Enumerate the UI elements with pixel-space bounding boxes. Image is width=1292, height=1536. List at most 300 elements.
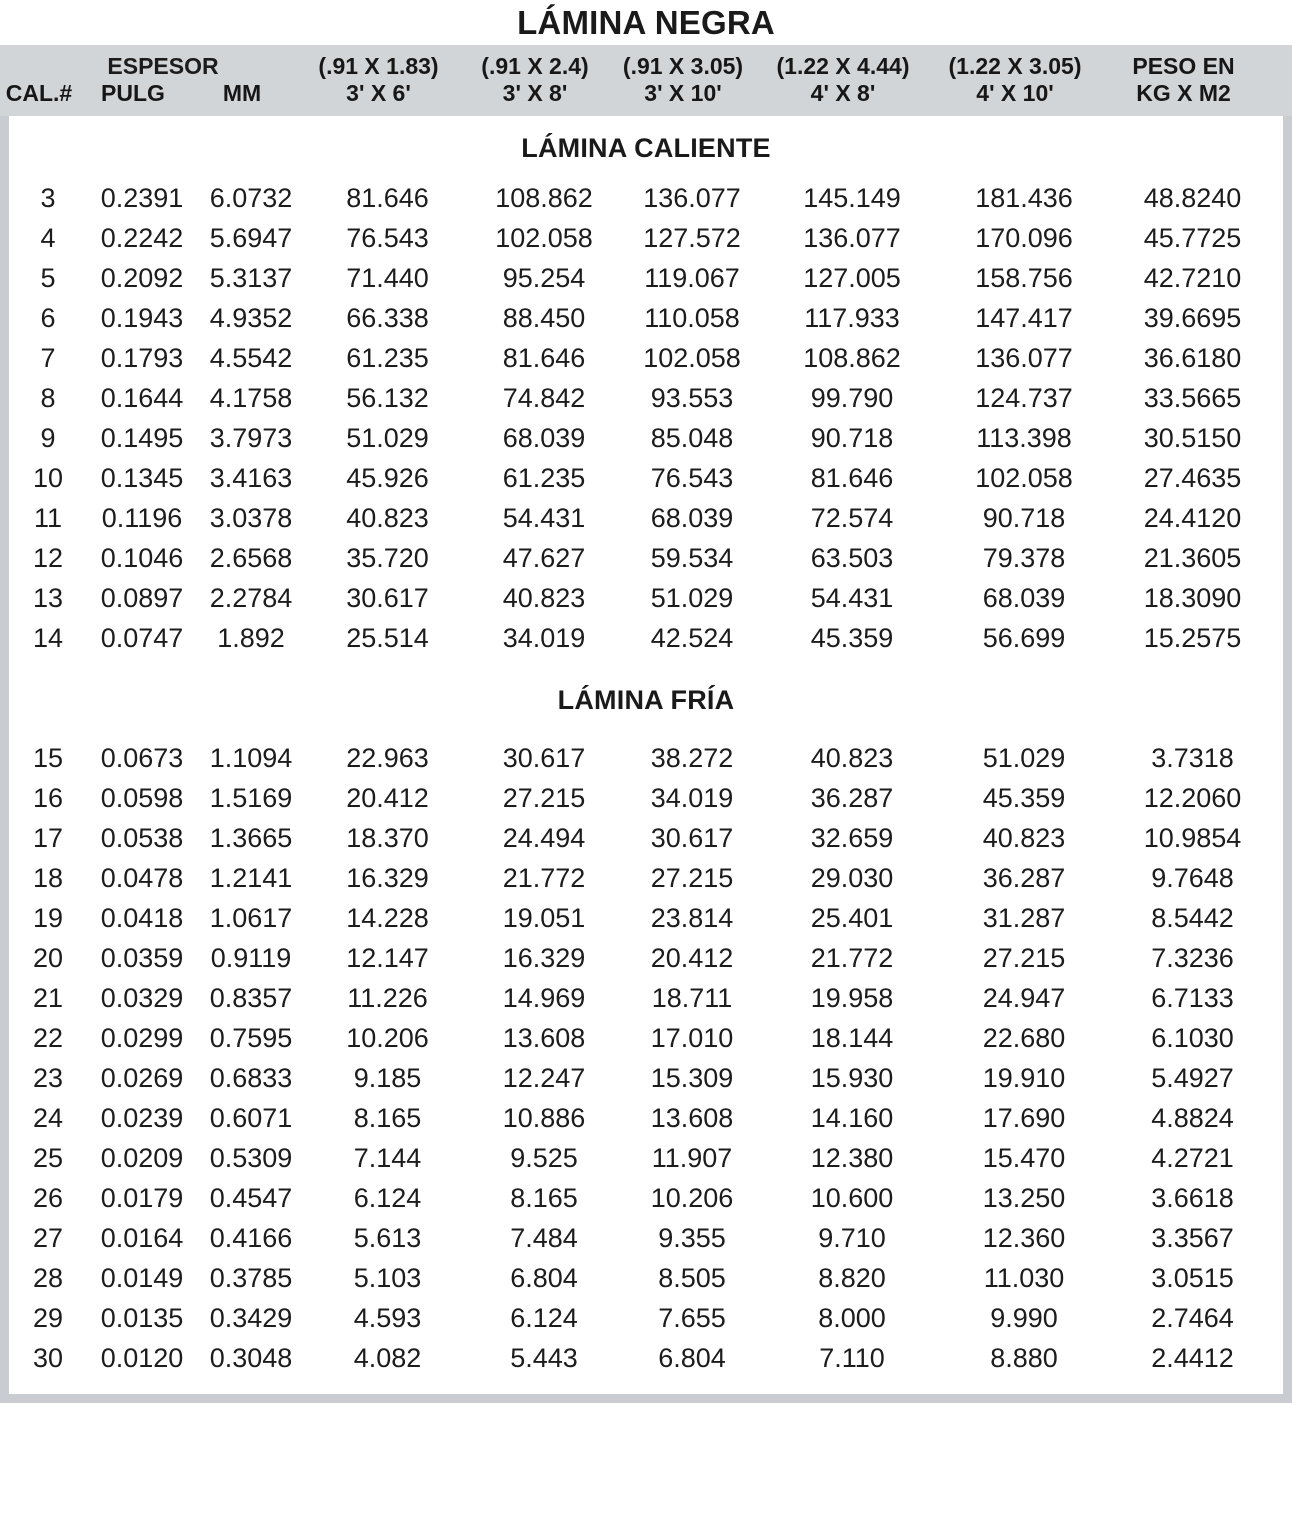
cell-size-4x8: 81.646 — [810, 462, 894, 493]
table-row — [9, 738, 1283, 778]
header-top-size-3x6: (.91 X 1.83) — [318, 53, 439, 79]
cell-pulg: 0.1495 — [100, 422, 184, 453]
table-row — [9, 338, 1283, 378]
cell-size-3x8: 102.058 — [495, 222, 593, 253]
header-col-3x10: 3' X 10' — [644, 79, 722, 106]
table-row — [9, 258, 1283, 298]
cell-size-4x10: 68.039 — [982, 582, 1066, 613]
cell-size-3x8: 108.862 — [495, 182, 593, 213]
cell-size-4x10: 27.215 — [982, 942, 1066, 973]
cell-mm: 0.7595 — [209, 1022, 293, 1053]
cell-mm: 0.6833 — [209, 1062, 293, 1093]
cell-size-3x10: 136.077 — [643, 182, 741, 213]
cell-size-3x8: 34.019 — [502, 622, 586, 653]
cell-pulg: 0.0164 — [100, 1222, 184, 1253]
cell-cal: 27 — [32, 1222, 64, 1253]
cell-peso: 45.7725 — [1143, 222, 1242, 253]
header-top-peso: PESO EN — [1132, 53, 1235, 79]
cell-size-3x8: 21.772 — [502, 862, 586, 893]
cell-mm: 6.0732 — [209, 182, 293, 213]
table-row — [9, 1338, 1283, 1378]
table-row — [9, 978, 1283, 1018]
cell-size-3x10: 10.206 — [650, 1182, 734, 1213]
cell-peso: 21.3605 — [1143, 542, 1242, 573]
cell-size-3x8: 19.051 — [502, 902, 586, 933]
cell-peso: 3.7318 — [1151, 742, 1234, 773]
cell-size-3x6: 76.543 — [346, 222, 429, 253]
cell-pulg: 0.1793 — [100, 342, 184, 373]
cell-size-4x10: 19.910 — [982, 1062, 1066, 1093]
cell-mm: 0.3048 — [209, 1342, 293, 1373]
cell-size-3x8: 95.254 — [502, 262, 586, 293]
cell-size-4x8: 8.820 — [818, 1262, 886, 1293]
table-row — [9, 578, 1283, 618]
cell-size-3x10: 127.572 — [643, 222, 741, 253]
cell-mm: 0.6071 — [209, 1102, 293, 1133]
cell-size-3x10: 9.355 — [658, 1222, 726, 1253]
table-row — [9, 938, 1283, 978]
cell-size-3x10: 27.215 — [650, 862, 734, 893]
cell-size-3x10: 102.058 — [643, 342, 741, 373]
cell-size-4x10: 181.436 — [975, 182, 1073, 213]
cell-peso: 6.7133 — [1151, 982, 1234, 1013]
cell-peso: 39.6695 — [1143, 302, 1242, 333]
cell-size-4x8: 7.110 — [819, 1342, 885, 1373]
cell-peso: 3.3567 — [1151, 1222, 1234, 1253]
cell-pulg: 0.0239 — [100, 1102, 184, 1133]
cell-size-3x6: 61.235 — [346, 342, 429, 373]
data-rows-caliente — [9, 178, 1283, 658]
cell-mm: 0.4547 — [209, 1182, 293, 1213]
cell-size-3x6: 8.165 — [353, 1102, 422, 1133]
cell-cal: 24 — [32, 1102, 64, 1133]
cell-size-4x8: 99.790 — [810, 382, 894, 413]
table-row — [9, 538, 1283, 578]
cell-size-3x10: 76.543 — [650, 462, 734, 493]
cell-size-4x10: 31.287 — [982, 902, 1066, 933]
cell-pulg: 0.0418 — [100, 902, 184, 933]
cell-size-4x10: 56.699 — [982, 622, 1066, 653]
table-row — [9, 1138, 1283, 1178]
cell-size-3x6: 6.124 — [353, 1182, 422, 1213]
table-row — [9, 458, 1283, 498]
cell-size-3x10: 7.655 — [658, 1302, 726, 1333]
table-row — [9, 418, 1283, 458]
table-row — [9, 1018, 1283, 1058]
cell-cal: 30 — [32, 1342, 64, 1373]
cell-pulg: 0.0598 — [100, 782, 184, 813]
cell-pulg: 0.0120 — [100, 1342, 184, 1373]
cell-cal: 21 — [32, 982, 64, 1013]
cell-size-3x6: 18.370 — [346, 822, 429, 853]
cell-size-3x6: 14.228 — [346, 902, 429, 933]
cell-mm: 1.2141 — [209, 862, 293, 893]
cell-size-4x10: 12.360 — [982, 1222, 1066, 1253]
cell-peso: 3.6618 — [1151, 1182, 1234, 1213]
cell-cal: 23 — [32, 1062, 64, 1093]
cell-peso: 27.4635 — [1143, 462, 1242, 493]
cell-pulg: 0.0149 — [100, 1262, 184, 1293]
cell-size-4x10: 102.058 — [975, 462, 1073, 493]
cell-cal: 20 — [32, 942, 64, 973]
cell-size-3x10: 15.309 — [650, 1062, 734, 1093]
cell-size-3x10: 34.019 — [650, 782, 734, 813]
table-row — [9, 498, 1283, 538]
cell-pulg: 0.0538 — [100, 822, 184, 853]
cell-size-4x10: 17.690 — [982, 1102, 1066, 1133]
cell-size-4x10: 113.398 — [976, 422, 1072, 453]
cell-size-4x8: 36.287 — [810, 782, 894, 813]
cell-size-4x10: 170.096 — [975, 222, 1073, 253]
cell-size-4x8: 145.149 — [803, 182, 901, 213]
cell-size-4x10: 136.077 — [975, 342, 1073, 373]
cell-size-4x8: 63.503 — [810, 542, 894, 573]
cell-cal: 28 — [32, 1262, 64, 1293]
cell-cal: 19 — [32, 902, 64, 933]
cell-size-3x10: 85.048 — [650, 422, 734, 453]
cell-size-4x8: 45.359 — [810, 622, 894, 653]
cell-size-3x8: 47.627 — [502, 542, 586, 573]
cell-pulg: 0.0299 — [100, 1022, 184, 1053]
cell-mm: 5.6947 — [209, 222, 293, 253]
cell-size-3x6: 51.029 — [346, 422, 429, 453]
cell-size-3x10: 17.010 — [650, 1022, 734, 1053]
cell-cal: 17 — [32, 822, 64, 853]
cell-size-4x8: 21.772 — [810, 942, 894, 973]
cell-size-3x8: 24.494 — [502, 822, 586, 853]
table-row — [9, 298, 1283, 338]
cell-mm: 1.0617 — [209, 902, 293, 933]
cell-size-4x10: 79.378 — [982, 542, 1066, 573]
cell-cal: 25 — [32, 1142, 64, 1173]
cell-cal: 8 — [40, 382, 56, 413]
cell-mm: 1.892 — [217, 622, 285, 653]
header-top-size-4x8: (1.22 X 4.44) — [776, 53, 910, 79]
cell-mm: 0.3429 — [209, 1302, 293, 1333]
cell-pulg: 0.0478 — [100, 862, 184, 893]
cell-mm: 4.9352 — [209, 302, 293, 333]
header-col-3x6: 3' X 6' — [346, 79, 411, 106]
cell-size-3x8: 74.842 — [502, 382, 586, 413]
cell-cal: 5 — [40, 262, 56, 293]
cell-size-3x8: 61.235 — [502, 462, 586, 493]
cell-size-3x8: 68.039 — [502, 422, 586, 453]
cell-size-3x8: 13.608 — [502, 1022, 586, 1053]
cell-pulg: 0.0209 — [100, 1142, 184, 1173]
cell-pulg: 0.1046 — [100, 542, 184, 573]
cell-size-3x6: 7.144 — [353, 1142, 422, 1173]
table-row — [9, 378, 1283, 418]
cell-size-4x8: 29.030 — [810, 862, 894, 893]
table-frame — [0, 45, 1292, 1403]
cell-size-3x10: 110.058 — [644, 302, 740, 333]
cell-size-4x8: 18.144 — [810, 1022, 894, 1053]
cell-size-3x8: 16.329 — [502, 942, 586, 973]
cell-cal: 13 — [32, 582, 64, 613]
cell-size-3x6: 35.720 — [346, 542, 429, 573]
cell-size-3x8: 81.646 — [502, 342, 586, 373]
table-row — [9, 1298, 1283, 1338]
cell-peso: 2.7464 — [1151, 1302, 1234, 1333]
cell-size-4x8: 32.659 — [810, 822, 894, 853]
cell-size-3x8: 40.823 — [502, 582, 586, 613]
cell-mm: 3.0378 — [209, 502, 293, 533]
cell-size-4x8: 127.005 — [803, 262, 901, 293]
cell-pulg: 0.1644 — [100, 382, 184, 413]
header-col-pulg: PULG — [101, 79, 165, 106]
cell-size-4x8: 117.933 — [804, 302, 900, 333]
cell-size-4x10: 15.470 — [982, 1142, 1066, 1173]
cell-mm: 2.2784 — [209, 582, 293, 613]
cell-peso: 12.2060 — [1143, 782, 1242, 813]
cell-cal: 11 — [33, 502, 63, 533]
section-title-caliente: LÁMINA CALIENTE — [521, 133, 771, 164]
cell-mm: 3.7973 — [209, 422, 293, 453]
cell-peso: 48.8240 — [1143, 182, 1242, 213]
cell-peso: 30.5150 — [1143, 422, 1242, 453]
cell-mm: 0.9119 — [210, 942, 292, 973]
cell-size-4x8: 25.401 — [810, 902, 894, 933]
cell-size-4x10: 9.990 — [990, 1302, 1058, 1333]
cell-size-3x10: 93.553 — [650, 382, 734, 413]
table-row — [9, 898, 1283, 938]
cell-peso: 5.4927 — [1151, 1062, 1234, 1093]
cell-pulg: 0.2242 — [100, 222, 184, 253]
cell-pulg: 0.0897 — [100, 582, 184, 613]
cell-size-4x8: 108.862 — [803, 342, 901, 373]
cell-size-4x8: 8.000 — [818, 1302, 886, 1333]
table-row — [9, 178, 1283, 218]
header-top-size-3x10: (.91 X 3.05) — [622, 53, 744, 79]
cell-size-4x8: 40.823 — [810, 742, 894, 773]
cell-size-3x6: 9.185 — [353, 1062, 422, 1093]
header-group-espesor — [0, 53, 296, 80]
cell-cal: 3 — [40, 182, 56, 213]
cell-size-3x10: 23.814 — [650, 902, 734, 933]
cell-size-3x6: 20.412 — [346, 782, 429, 813]
table-row — [9, 1258, 1283, 1298]
cell-pulg: 0.1345 — [100, 462, 184, 493]
cell-size-3x6: 16.329 — [346, 862, 429, 893]
cell-cal: 26 — [32, 1182, 64, 1213]
cell-pulg: 0.0747 — [100, 622, 184, 653]
cell-peso: 24.4120 — [1143, 502, 1242, 533]
cell-cal: 18 — [32, 862, 64, 893]
cell-mm: 1.3665 — [209, 822, 293, 853]
cell-mm: 3.4163 — [209, 462, 293, 493]
cell-mm: 0.4166 — [209, 1222, 293, 1253]
cell-mm: 0.8357 — [209, 982, 293, 1013]
cell-pulg: 0.2092 — [100, 262, 184, 293]
cell-size-4x10: 13.250 — [982, 1182, 1066, 1213]
cell-peso: 10.9854 — [1143, 822, 1242, 853]
cell-size-3x10: 13.608 — [650, 1102, 734, 1133]
cell-size-3x8: 8.165 — [510, 1182, 578, 1213]
cell-peso: 9.7648 — [1151, 862, 1234, 893]
table-row — [9, 1058, 1283, 1098]
cell-size-4x8: 15.930 — [810, 1062, 894, 1093]
cell-size-4x10: 51.029 — [982, 742, 1066, 773]
cell-cal: 29 — [32, 1302, 64, 1333]
table-header-band — [0, 45, 1292, 116]
cell-size-3x8: 12.247 — [502, 1062, 586, 1093]
cell-mm: 2.6568 — [209, 542, 293, 573]
cell-size-3x10: 38.272 — [650, 742, 734, 773]
cell-size-4x8: 14.160 — [810, 1102, 894, 1133]
header-top-row — [0, 53, 1292, 80]
cell-size-3x6: 4.593 — [353, 1302, 422, 1333]
cell-size-3x6: 11.226 — [347, 982, 428, 1013]
header-col-3x8: 3' X 8' — [502, 79, 568, 106]
cell-size-3x6: 4.082 — [353, 1342, 422, 1373]
cell-size-3x8: 27.215 — [502, 782, 586, 813]
cell-size-3x8: 9.525 — [510, 1142, 578, 1173]
cell-size-3x6: 81.646 — [346, 182, 429, 213]
cell-size-4x10: 24.947 — [982, 982, 1066, 1013]
table-row — [9, 1098, 1283, 1138]
cell-cal: 10 — [32, 462, 64, 493]
table-bottom-spacer — [9, 1378, 1283, 1394]
cell-size-3x6: 45.926 — [346, 462, 429, 493]
cell-size-3x10: 119.067 — [644, 262, 740, 293]
cell-size-4x8: 12.380 — [810, 1142, 894, 1173]
header-top-size-4x10: (1.22 X 3.05) — [948, 53, 1082, 79]
cell-size-4x10: 90.718 — [982, 502, 1066, 533]
cell-size-3x6: 56.132 — [346, 382, 429, 413]
cell-size-4x10: 22.680 — [982, 1022, 1066, 1053]
header-col-cal: CAL.# — [5, 79, 73, 106]
header-group-label: ESPESOR — [107, 53, 219, 79]
cell-size-4x8: 10.600 — [810, 1182, 894, 1213]
cell-size-3x8: 10.886 — [502, 1102, 586, 1133]
cell-size-3x6: 25.514 — [346, 622, 429, 653]
cell-cal: 6 — [40, 302, 56, 333]
cell-mm: 5.3137 — [209, 262, 293, 293]
cell-size-3x6: 12.147 — [346, 942, 429, 973]
cell-size-4x10: 158.756 — [975, 262, 1073, 293]
cell-mm: 0.3785 — [209, 1262, 293, 1293]
table-row — [9, 818, 1283, 858]
cell-size-3x6: 66.338 — [346, 302, 429, 333]
cell-peso: 42.7210 — [1143, 262, 1242, 293]
cell-cal: 22 — [32, 1022, 64, 1053]
cell-cal: 14 — [32, 622, 64, 653]
cell-peso: 6.1030 — [1151, 1022, 1234, 1053]
cell-peso: 18.3090 — [1143, 582, 1242, 613]
cell-cal: 9 — [40, 422, 56, 453]
cell-peso: 2.4412 — [1151, 1342, 1234, 1373]
cell-pulg: 0.1196 — [101, 502, 183, 533]
table-row — [9, 778, 1283, 818]
cell-pulg: 0.0269 — [100, 1062, 184, 1093]
cell-size-3x8: 54.431 — [502, 502, 586, 533]
cell-mm: 0.5309 — [209, 1142, 293, 1173]
cell-size-3x8: 30.617 — [502, 742, 586, 773]
table-row — [9, 218, 1283, 258]
cell-size-3x6: 40.823 — [346, 502, 429, 533]
cell-size-3x10: 59.534 — [650, 542, 734, 573]
cell-mm: 1.5169 — [209, 782, 293, 813]
cell-size-4x10: 36.287 — [982, 862, 1066, 893]
cell-cal: 4 — [40, 222, 56, 253]
cell-size-3x10: 68.039 — [650, 502, 734, 533]
cell-size-3x10: 6.804 — [658, 1342, 726, 1373]
cell-size-3x6: 5.613 — [353, 1222, 422, 1253]
cell-peso: 7.3236 — [1151, 942, 1234, 973]
cell-size-3x10: 42.524 — [650, 622, 734, 653]
cell-peso: 36.6180 — [1143, 342, 1242, 373]
header-col-mm: MM — [222, 79, 262, 106]
table-row — [9, 1178, 1283, 1218]
cell-mm: 4.5542 — [209, 342, 293, 373]
section-title-fria: LÁMINA FRÍA — [557, 685, 735, 716]
cell-peso: 33.5665 — [1143, 382, 1242, 413]
cell-cal: 7 — [40, 342, 56, 373]
cell-cal: 15 — [32, 742, 64, 773]
cell-size-3x8: 14.969 — [502, 982, 586, 1013]
cell-size-3x6: 30.617 — [346, 582, 429, 613]
cell-size-4x10: 45.359 — [982, 782, 1066, 813]
cell-size-4x8: 54.431 — [810, 582, 894, 613]
cell-cal: 16 — [32, 782, 64, 813]
cell-mm: 1.1094 — [209, 742, 293, 773]
cell-size-4x8: 19.958 — [810, 982, 894, 1013]
cell-size-3x8: 6.804 — [510, 1262, 578, 1293]
cell-size-4x8: 136.077 — [803, 222, 901, 253]
cell-peso: 3.0515 — [1151, 1262, 1234, 1293]
page-title: LÁMINA NEGRA — [517, 4, 775, 41]
data-rows-fria — [9, 738, 1283, 1378]
table-row — [9, 618, 1283, 658]
cell-size-3x10: 20.412 — [650, 942, 734, 973]
header-col-4x10: 4' X 10' — [976, 79, 1054, 106]
cell-pulg: 0.1943 — [100, 302, 184, 333]
cell-size-3x6: 10.206 — [346, 1022, 429, 1053]
cell-peso: 4.8824 — [1151, 1102, 1234, 1133]
cell-size-3x10: 11.907 — [651, 1142, 733, 1173]
cell-size-3x8: 88.450 — [502, 302, 586, 333]
cell-peso: 15.2575 — [1143, 622, 1242, 653]
cell-size-4x8: 90.718 — [810, 422, 894, 453]
cell-size-3x10: 51.029 — [650, 582, 734, 613]
header-col-4x8: 4' X 8' — [810, 79, 876, 106]
header-col-peso: KG X M2 — [1136, 79, 1231, 106]
cell-size-3x6: 5.103 — [353, 1262, 422, 1293]
cell-size-3x10: 30.617 — [650, 822, 734, 853]
cell-size-3x6: 22.963 — [346, 742, 429, 773]
cell-size-4x10: 147.417 — [975, 302, 1073, 333]
cell-pulg: 0.0673 — [100, 742, 184, 773]
cell-size-3x8: 5.443 — [510, 1342, 578, 1373]
cell-pulg: 0.0179 — [100, 1182, 184, 1213]
cell-size-3x10: 8.505 — [658, 1262, 726, 1293]
cell-pulg: 0.0135 — [100, 1302, 184, 1333]
header-sub-row — [0, 80, 1292, 107]
cell-cal: 12 — [32, 542, 64, 573]
header-top-size-3x8: (.91 X 2.4) — [481, 53, 589, 79]
cell-size-3x8: 6.124 — [510, 1302, 578, 1333]
table-row — [9, 858, 1283, 898]
cell-pulg: 0.2391 — [100, 182, 184, 213]
cell-peso: 4.2721 — [1151, 1142, 1234, 1173]
cell-size-3x10: 18.711 — [651, 982, 733, 1013]
cell-size-4x8: 72.574 — [810, 502, 894, 533]
cell-size-4x10: 11.030 — [983, 1262, 1065, 1293]
cell-size-4x10: 124.737 — [975, 382, 1073, 413]
cell-pulg: 0.0329 — [100, 982, 184, 1013]
table-row — [9, 1218, 1283, 1258]
cell-size-4x10: 8.880 — [990, 1342, 1058, 1373]
